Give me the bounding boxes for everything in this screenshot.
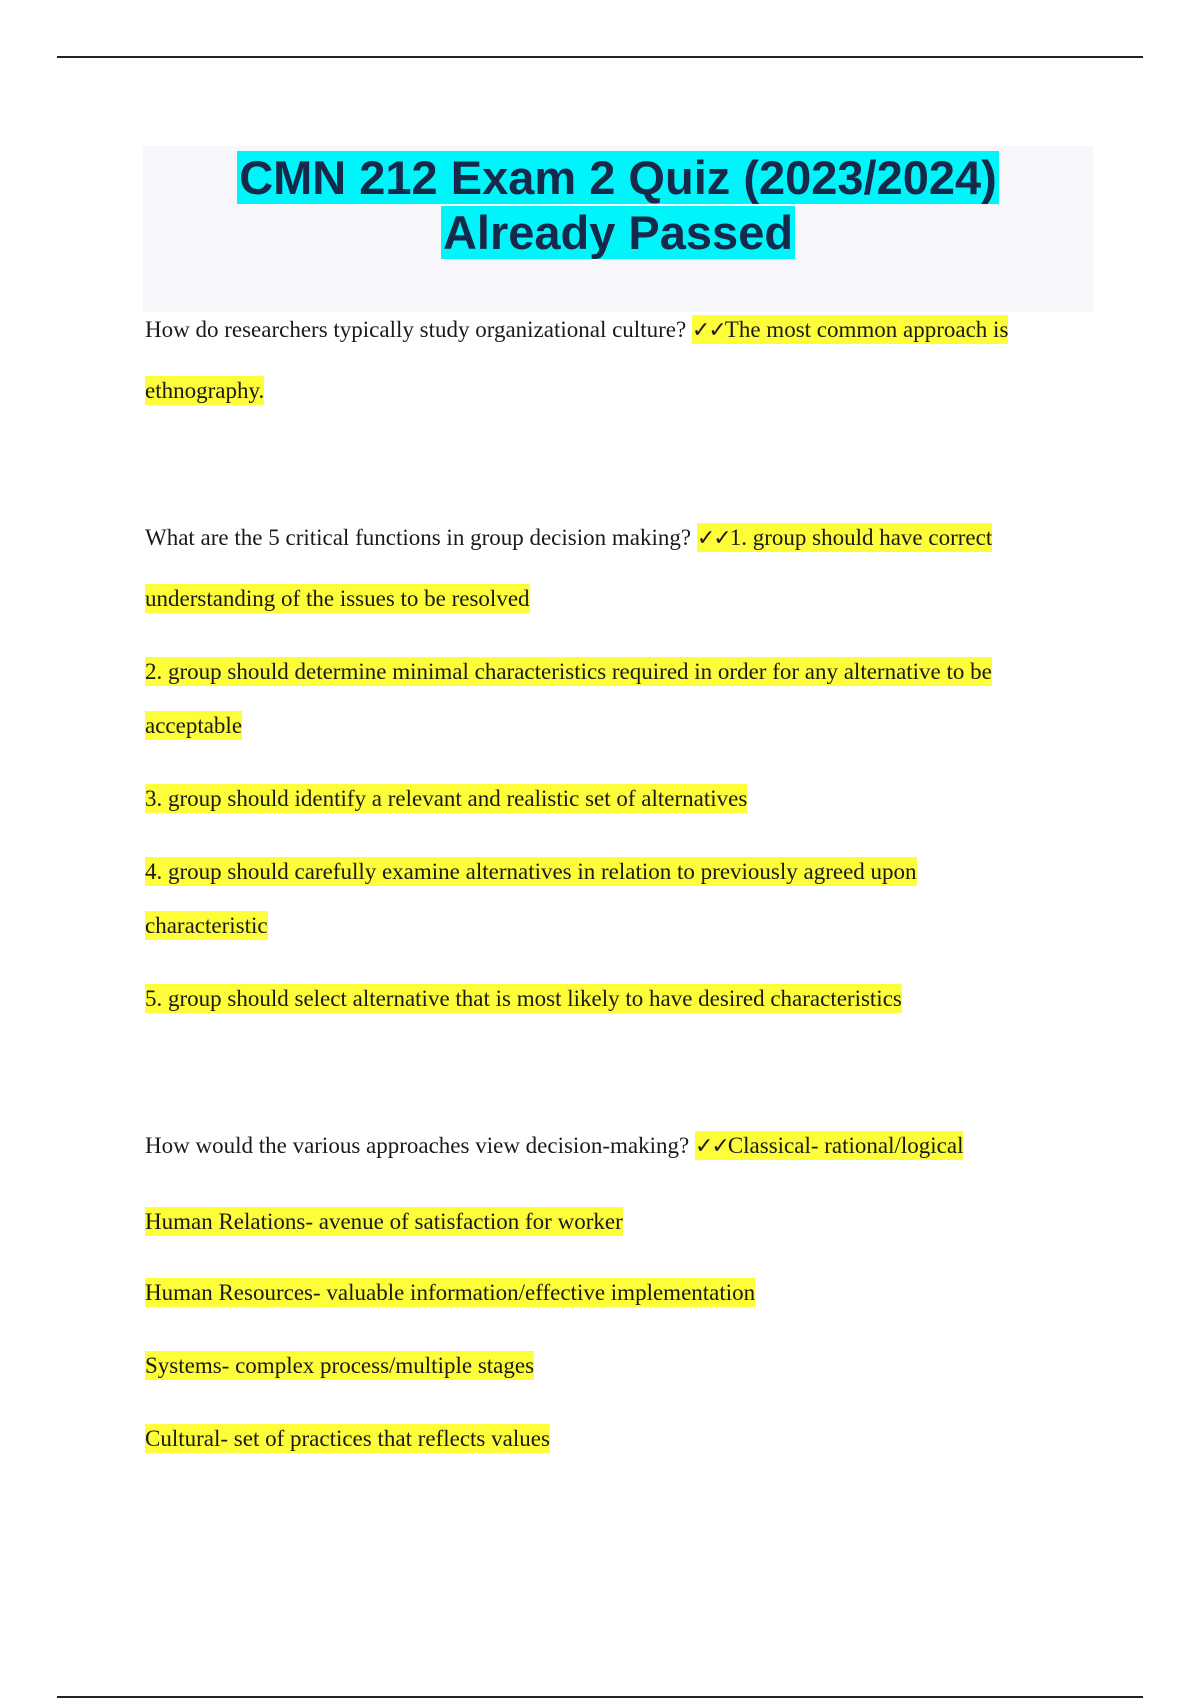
answer-text: 1. group should have correct: [729, 525, 993, 550]
answer-line: Systems- complex process/multiple stages: [145, 1353, 535, 1378]
answer-line: Human Relations- avenue of satisfaction for worker: [145, 1209, 623, 1234]
question-1: [145, 313, 1008, 348]
answer-line: 2. group should determine minimal characteristics required in order for any alternative to be: [145, 659, 992, 684]
answer-line: 4. group should carefully examine alternatives in relation to previously agreed upon: [145, 859, 917, 884]
question-text: How would the various approaches view decision-making?: [145, 1133, 695, 1158]
answer-line: acceptable: [145, 713, 243, 738]
double-check-icon: ✓✓: [694, 1134, 728, 1159]
answer-text: Classical- rational/logical: [727, 1133, 964, 1158]
title-block: [143, 146, 1093, 312]
answer-highlight: [697, 523, 992, 552]
question-3: [145, 1129, 963, 1164]
answer-highlight: [695, 1131, 964, 1160]
page-title-line-1: CMN 212 Exam 2 Quiz (2023/2024): [239, 151, 997, 204]
answer-text: The most common approach is: [724, 317, 1009, 342]
bottom-rule: [57, 1696, 1143, 1698]
page-title-line-2: Already Passed: [442, 206, 794, 259]
answer-line: Cultural- set of practices that reflects values: [145, 1426, 550, 1451]
answer-line: characteristic: [145, 913, 268, 938]
question-2: [145, 521, 992, 556]
question-text: How do researchers typically study organizational culture?: [145, 317, 692, 342]
answer-line: ethnography.: [145, 378, 265, 403]
question-text: What are the 5 critical functions in group decision making?: [145, 525, 697, 550]
double-check-icon: ✓✓: [696, 526, 730, 551]
answer-line: 3. group should identify a relevant and realistic set of alternatives: [145, 786, 748, 811]
answer-highlight: [692, 315, 1008, 344]
answer-line: Human Resources- valuable information/effective implementation: [145, 1280, 756, 1305]
answer-line: 5. group should select alternative that is most likely to have desired characteristics: [145, 986, 902, 1011]
top-rule: [57, 56, 1143, 58]
answer-line: understanding of the issues to be resolved: [145, 586, 530, 611]
double-check-icon: ✓✓: [691, 318, 725, 343]
